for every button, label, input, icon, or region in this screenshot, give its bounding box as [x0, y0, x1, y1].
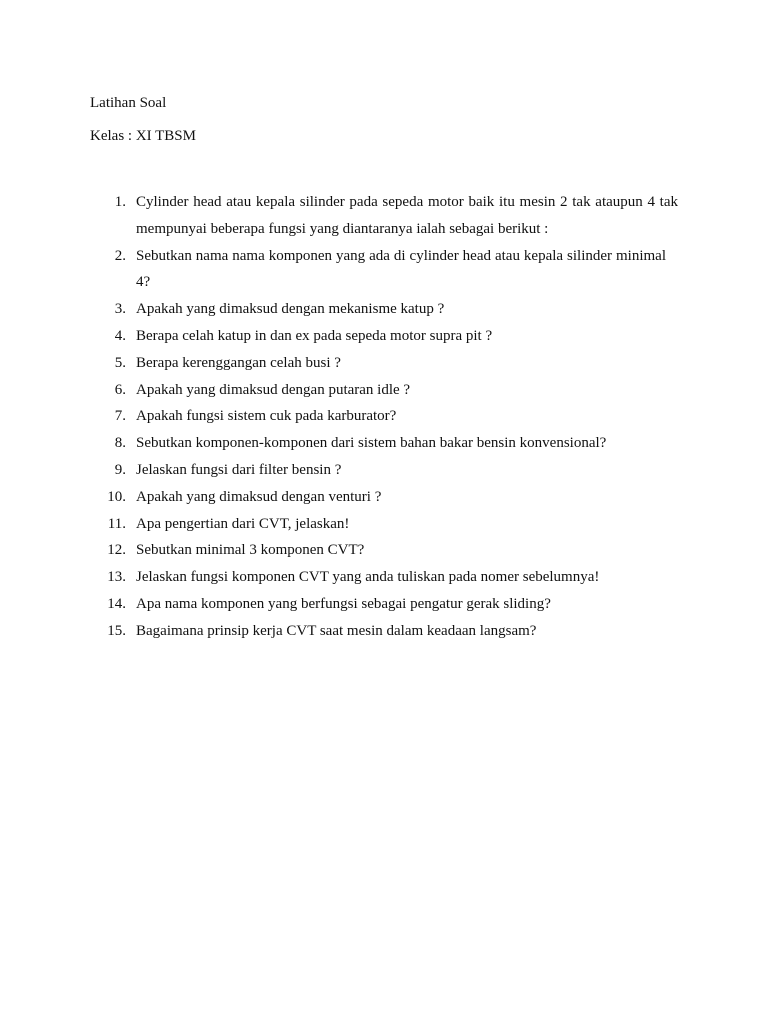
question-item-1: [90, 189, 678, 243]
question-number: 8.: [114, 435, 126, 452]
question-number: 15.: [107, 622, 126, 639]
question-item-8: [90, 430, 678, 457]
question-text: Apa pengertian dari CVT, jelaskan!: [136, 515, 350, 532]
question-text: Jelaskan fungsi komponen CVT yang anda tuliskan pada nomer sebelumnya!: [136, 569, 600, 586]
question-text: Bagaimana prinsip kerja CVT saat mesin dalam keadaan langsam?: [136, 622, 537, 639]
question-item-6: [90, 377, 678, 404]
question-text: Cylinder head atau kepala silinder pada sepeda motor baik itu mesin 2 tak ataupun 4 tak mempunyai beberapa fungsi yang diantaranya ialah sebagai berikut :: [136, 194, 678, 237]
question-text: Berapa celah katup in dan ex pada sepeda motor supra pit ?: [136, 327, 493, 344]
question-number: 5.: [114, 354, 126, 371]
question-item-7: [90, 403, 678, 430]
question-item-12: [90, 537, 678, 564]
question-item-15: [90, 618, 678, 645]
question-number: 7.: [114, 408, 126, 425]
question-text: Sebutkan minimal 3 komponen CVT?: [136, 542, 365, 559]
question-item-11: [90, 511, 678, 538]
question-number: 4.: [114, 327, 126, 344]
question-text: Jelaskan fungsi dari filter bensin ?: [136, 461, 342, 478]
question-number: 12.: [107, 542, 126, 559]
question-text: Apakah yang dimaksud dengan putaran idle ?: [136, 381, 411, 398]
question-item-4: [90, 323, 678, 350]
question-text: Apakah yang dimaksud dengan mekanisme katup ?: [136, 301, 445, 318]
class-label: Kelas : XI TBSM: [90, 128, 196, 144]
question-number: 10.: [107, 488, 126, 505]
question-text: Sebutkan nama nama komponen yang ada di cylinder head atau kepala silinder minimal 4?: [136, 247, 666, 291]
question-text: Apakah yang dimaksud dengan venturi ?: [136, 488, 382, 505]
question-number: 6.: [114, 381, 126, 398]
question-number: 14.: [107, 595, 126, 612]
question-number: 11.: [107, 515, 126, 532]
question-item-13: [90, 564, 678, 591]
question-item-3: [90, 296, 678, 323]
question-text: Apakah fungsi sistem cuk pada karburator?: [136, 408, 397, 425]
question-text: Apa nama komponen yang berfungsi sebagai pengatur gerak sliding?: [136, 595, 551, 612]
question-text: Berapa kerenggangan celah busi ?: [136, 354, 341, 371]
question-item-10: [90, 484, 678, 511]
question-text: Sebutkan komponen-komponen dari sistem bahan bakar bensin konvensional?: [136, 435, 607, 452]
question-item-9: [90, 457, 678, 484]
question-number: 2.: [114, 247, 126, 264]
question-number: 3.: [114, 301, 126, 318]
document-title: Latihan Soal: [90, 95, 167, 111]
question-item-14: [90, 591, 678, 618]
question-number: 9.: [114, 461, 126, 478]
question-item-5: [90, 350, 678, 377]
question-item-2: [90, 243, 678, 297]
question-number: 13.: [107, 569, 126, 586]
question-number: 1.: [114, 194, 126, 210]
question-list: [90, 189, 678, 645]
